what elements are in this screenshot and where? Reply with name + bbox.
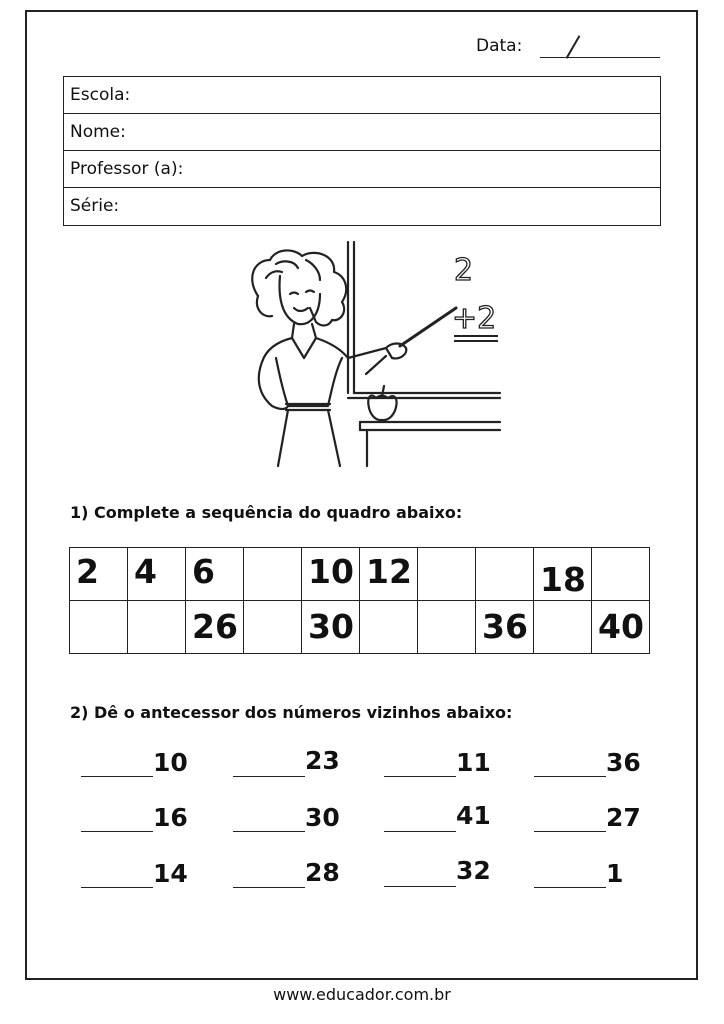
answer-line[interactable]: [233, 887, 305, 888]
sequence-cell[interactable]: [534, 548, 592, 601]
sequence-cell[interactable]: [186, 548, 244, 601]
sequence-cell[interactable]: [244, 601, 302, 654]
sequence-cell[interactable]: [360, 548, 418, 601]
sequence-number: 40: [598, 607, 644, 646]
sequence-cell[interactable]: [128, 601, 186, 654]
teacher-label: Professor (a):: [70, 159, 184, 179]
sequence-cell[interactable]: [418, 548, 476, 601]
neighbor-number: 1: [606, 859, 624, 888]
answer-line[interactable]: [384, 776, 456, 777]
sequence-cell[interactable]: [360, 601, 418, 654]
neighbor-number: 27: [606, 803, 641, 832]
sequence-number: 4: [134, 552, 157, 591]
sequence-number: 12: [366, 552, 412, 591]
answer-line[interactable]: [81, 776, 153, 777]
neighbor-number: 28: [305, 858, 340, 887]
neighbor-number: 32: [456, 856, 491, 885]
neighbor-number: 41: [456, 801, 491, 830]
sequence-cell[interactable]: [70, 601, 128, 654]
name-field[interactable]: [64, 114, 660, 151]
sequence-cell[interactable]: [476, 548, 534, 601]
info-table: [63, 76, 661, 226]
neighbor-number: 11: [456, 748, 491, 777]
sequence-cell[interactable]: [186, 601, 244, 654]
answer-line[interactable]: [384, 886, 456, 887]
answer-line[interactable]: [233, 831, 305, 832]
footer-url[interactable]: www.educador.com.br: [273, 985, 451, 1004]
sequence-cell[interactable]: [418, 601, 476, 654]
sequence-cell[interactable]: [128, 548, 186, 601]
sequence-row-2: [70, 601, 650, 654]
teacher-illustration: [236, 238, 506, 468]
neighbor-number: 23: [305, 746, 340, 775]
answer-line[interactable]: [534, 831, 606, 832]
sequence-cell[interactable]: [534, 601, 592, 654]
sequence-row-1: [70, 548, 650, 601]
answer-line[interactable]: [233, 776, 305, 777]
neighbor-number: 10: [153, 748, 188, 777]
sequence-cell[interactable]: [476, 601, 534, 654]
sequence-cell[interactable]: [70, 548, 128, 601]
board-digit-top: 2: [454, 253, 474, 288]
neighbor-number: 14: [153, 859, 188, 888]
teacher-field[interactable]: [64, 151, 660, 188]
sequence-cell[interactable]: [302, 548, 360, 601]
neighbor-number: 30: [305, 803, 340, 832]
sequence-cell[interactable]: [592, 601, 650, 654]
sequence-number: 18: [540, 560, 586, 599]
sequence-cell[interactable]: [244, 548, 302, 601]
sequence-number: 10: [308, 552, 354, 591]
sequence-number: 6: [192, 552, 215, 591]
date-line[interactable]: [540, 57, 660, 58]
answer-line[interactable]: [81, 887, 153, 888]
board-expression: +2: [452, 301, 497, 336]
question-1-title: 1) Complete a sequência do quadro abaixo:: [70, 503, 463, 522]
sequence-number: 2: [76, 552, 99, 591]
name-label: Nome:: [70, 122, 126, 142]
neighbor-number: 16: [153, 803, 188, 832]
answer-line[interactable]: [81, 831, 153, 832]
sequence-number: 30: [308, 607, 354, 646]
grade-field[interactable]: [64, 188, 660, 225]
sequence-number: 36: [482, 607, 528, 646]
answer-line[interactable]: [384, 831, 456, 832]
sequence-table: [69, 547, 650, 654]
neighbor-number: 36: [606, 748, 641, 777]
sequence-cell[interactable]: [592, 548, 650, 601]
answer-line[interactable]: [534, 776, 606, 777]
answer-line[interactable]: [534, 887, 606, 888]
grade-label: Série:: [70, 196, 120, 216]
school-label: Escola:: [70, 85, 131, 105]
sequence-number: 26: [192, 607, 238, 646]
question-2-title: 2) Dê o antecessor dos números vizinhos abaixo:: [70, 703, 513, 722]
sequence-cell[interactable]: [302, 601, 360, 654]
school-field[interactable]: [64, 77, 660, 114]
date-label: Data:: [476, 36, 523, 56]
